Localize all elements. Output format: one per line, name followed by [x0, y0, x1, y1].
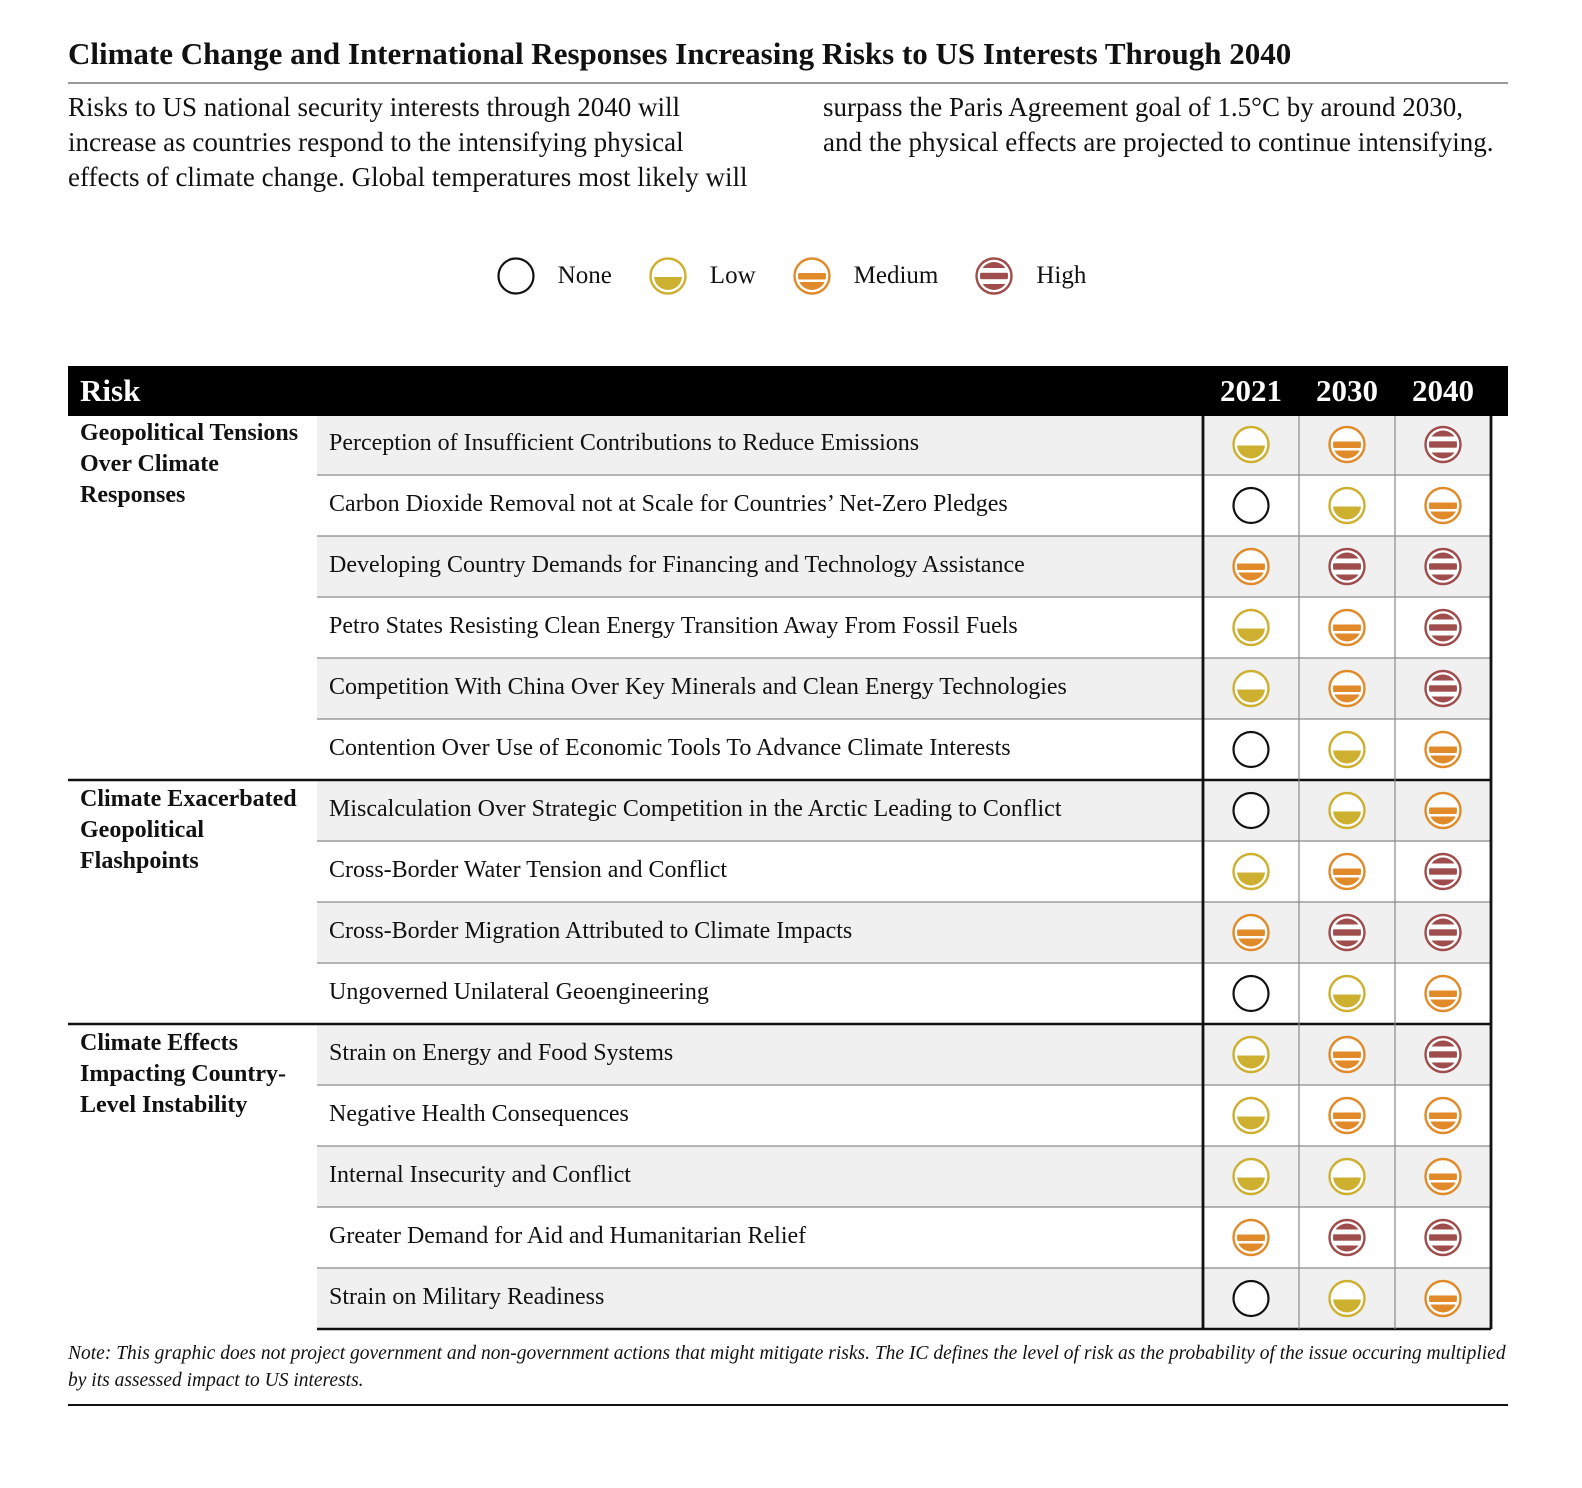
risk-level-low-icon — [1234, 1159, 1269, 1195]
risk-row-label: Cross-Border Water Tension and Conflict — [329, 857, 728, 883]
risk-level-high-icon — [1426, 854, 1461, 889]
header-year-2040: 2040 — [1412, 373, 1474, 408]
risk-level-high-icon — [1426, 549, 1461, 584]
header-year-2030: 2030 — [1316, 373, 1378, 408]
risk-level-low-icon — [1234, 671, 1269, 707]
risk-level-high-icon — [1330, 1220, 1365, 1255]
risk-row-label: Miscalculation Over Strategic Competition in the Arctic Leading to Conflict — [329, 796, 1062, 822]
footnote: Note: This graphic does not project government and non-government actions that might mitigate risks. The IC defines the level of risk as the probability of the issue occuring multiplied by its assessed impact to US interests. — [68, 1343, 1506, 1391]
risk-level-low-icon — [1234, 610, 1269, 646]
risk-level-high-icon — [1426, 1037, 1461, 1072]
risk-level-high-icon — [1330, 915, 1365, 950]
risk-level-none-icon — [1234, 488, 1269, 523]
risk-level-none-icon — [1234, 732, 1269, 767]
risk-row-label: Strain on Military Readiness — [329, 1284, 605, 1310]
risk-level-none-icon — [1234, 793, 1269, 828]
legend-label-low: Low — [709, 262, 756, 289]
risk-level-low-icon — [1330, 1159, 1365, 1195]
risk-level-low-icon — [1330, 793, 1365, 829]
table-header — [68, 366, 1508, 416]
risk-row-label: Perception of Insufficient Contributions to Reduce Emissions — [329, 430, 920, 456]
risk-level-low-icon — [1330, 732, 1365, 768]
risk-row-label: Strain on Energy and Food Systems — [329, 1040, 674, 1066]
risk-level-medium-icon — [1330, 854, 1365, 895]
legend-label-medium: Medium — [853, 262, 939, 289]
risk-row-label: Competition With China Over Key Minerals and Clean Energy Technologies — [329, 674, 1067, 700]
header-risk: Risk — [80, 373, 141, 408]
risk-level-medium-icon — [1426, 976, 1461, 1017]
risk-row-label: Ungoverned Unilateral Geoengineering — [329, 979, 709, 1005]
risk-level-high-icon — [1426, 671, 1461, 706]
risk-level-none-icon — [1234, 1281, 1269, 1316]
risk-row-label: Carbon Dioxide Removal not at Scale for Countries’ Net-Zero Pledges — [329, 491, 1008, 517]
legend-label-high: High — [1036, 262, 1087, 289]
risk-level-low-icon — [1330, 488, 1365, 524]
risk-level-medium-icon — [1426, 1098, 1461, 1139]
risk-level-low-icon — [1330, 976, 1365, 1012]
risk-level-high-icon — [1426, 1220, 1461, 1255]
risk-row-label: Petro States Resisting Clean Energy Transition Away From Fossil Fuels — [329, 613, 1018, 639]
risk-level-medium-icon — [1234, 1220, 1269, 1261]
intro-text: Risks to US national security interests through 2040 will increase as countries respond to the intensifying physical effects of climate change. Global temperatures most likely will surpass the Paris Agreement goal of 1.5°C by around 2030, and the physical effects are projected to continue intensifying. — [68, 92, 1494, 192]
risk-level-low-icon — [1234, 427, 1269, 463]
risk-row-label: Greater Demand for Aid and Humanitarian Relief — [329, 1223, 807, 1249]
header-year-2021: 2021 — [1220, 373, 1282, 408]
risk-row-label: Developing Country Demands for Financing and Technology Assistance — [329, 552, 1025, 578]
risk-level-high-icon — [1426, 427, 1461, 462]
risk-level-medium-icon — [1330, 1098, 1365, 1139]
risk-level-medium-icon — [1426, 488, 1461, 529]
legend-label-none: None — [557, 262, 612, 289]
risk-level-high-icon — [1426, 915, 1461, 950]
risk-level-low-icon — [1330, 1281, 1365, 1317]
risk-level-low-icon — [1234, 1037, 1269, 1073]
category-label: Climate Effects Impacting Country-Level Instability — [80, 1030, 287, 1118]
category-label: Geopolitical Tensions Over Climate Responses — [80, 420, 299, 508]
bottom-rule — [68, 1404, 1508, 1406]
risk-row-label: Internal Insecurity and Conflict — [329, 1162, 631, 1188]
risk-level-medium-icon — [1330, 610, 1365, 651]
chart-title: Climate Change and International Responses Increasing Risks to US Interests Through 2040 — [68, 36, 1292, 71]
risk-row-label: Contention Over Use of Economic Tools To Advance Climate Interests — [329, 735, 1011, 761]
risk-row-label: Negative Health Consequences — [329, 1101, 629, 1127]
risk-row-label: Cross-Border Migration Attributed to Climate Impacts — [329, 918, 853, 944]
risk-level-low-icon — [1234, 1098, 1269, 1134]
risk-level-none-icon — [1234, 976, 1269, 1011]
risk-level-high-icon — [1330, 549, 1365, 584]
risk-level-high-icon — [1426, 610, 1461, 645]
category-label: Climate Exacerbated Geopolitical Flashpoints — [80, 786, 297, 874]
risk-level-low-icon — [1234, 854, 1269, 890]
risk-level-medium-icon — [1426, 732, 1461, 773]
